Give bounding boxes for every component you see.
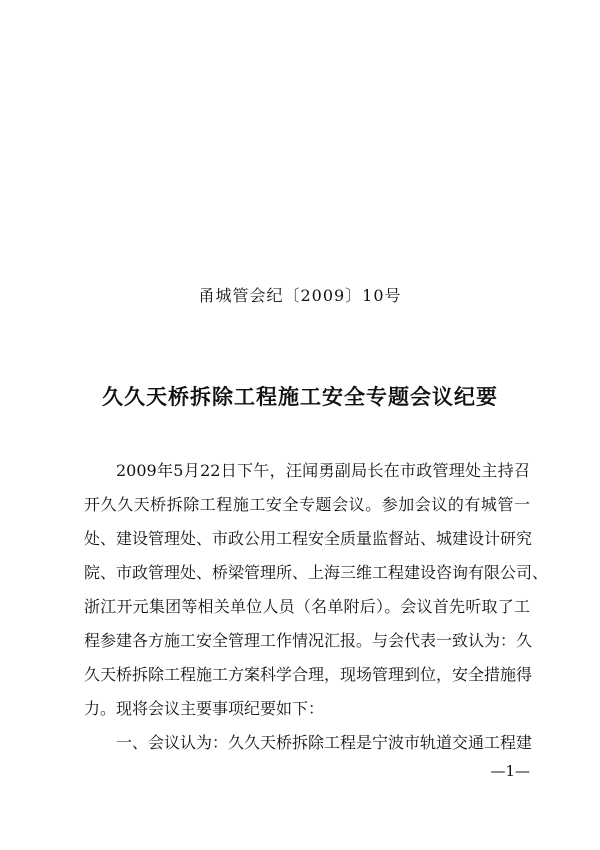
document-title: 久久天桥拆除工程施工安全专题会议纪要 (102, 385, 498, 409)
page-number: —1— (490, 762, 530, 780)
body-line: 一、会议认为：久久天桥拆除工程是宁波市轨道交通工程建 (116, 733, 533, 752)
body-line: 开久久天桥拆除工程施工安全专题会议。参加会议的有城管一 (84, 495, 530, 514)
body-line: 久天桥拆除工程施工方案科学合理，现场管理到位，安全措施得 (84, 665, 533, 684)
body-text (84, 454, 549, 760)
document-number: 甬城管会纪〔2009〕10号 (198, 286, 402, 305)
body-line: 力。现将会议主要事项纪要如下： (84, 699, 325, 718)
body-line: 浙江开元集团等相关单位人员（名单附后）。会议首先听取了工 (84, 597, 530, 616)
body-line: 程参建各方施工安全管理工作情况汇报。与会代表一致认为：久 (84, 631, 533, 650)
body-line: 处、建设管理处、市政公用工程安全质量监督站、城建设计研究 (84, 529, 533, 548)
body-line: 院、市政管理处、桥梁管理所、上海三维工程建设咨询有限公司、 (84, 563, 549, 582)
body-line: 2009年5月22日下午，汪闻勇副局长在市政管理处主持召 (116, 461, 530, 480)
